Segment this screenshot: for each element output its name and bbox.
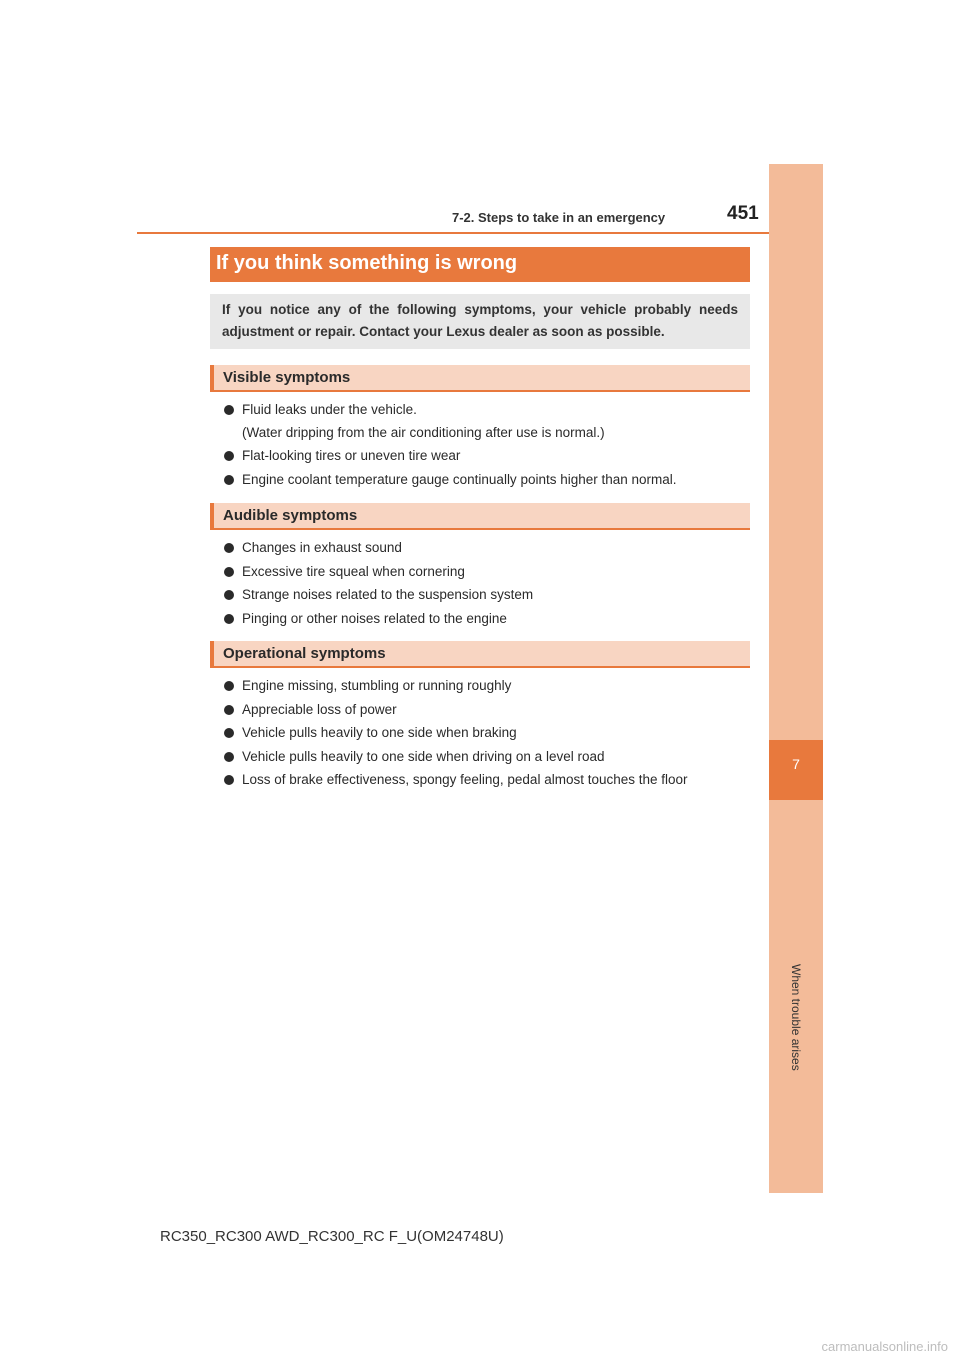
section-header-visible: Visible symptoms: [210, 365, 750, 392]
watermark: carmanualsonline.info: [821, 1339, 948, 1354]
visible-symptoms-list-cont: [222, 445, 762, 492]
page-title: If you think something is wrong: [210, 247, 750, 282]
intro-box: If you notice any of the following symptoms, your vehicle probably needs adjustment or repair. Contact your Lexus dealer as soon as possible.: [210, 294, 750, 349]
section-header-operational: Operational symptoms: [210, 641, 750, 668]
list-item: Excessive tire squeal when cornering: [222, 561, 762, 583]
page-number: 451: [727, 203, 759, 224]
list-item: Vehicle pulls heavily to one side when braking: [222, 722, 762, 744]
list-item: Vehicle pulls heavily to one side when driving on a level road: [222, 746, 762, 768]
footer-model-code: RC350_RC300 AWD_RC300_RC F_U(OM24748U): [160, 1228, 504, 1245]
header-rule: [137, 232, 823, 234]
list-item: Appreciable loss of power: [222, 699, 762, 721]
list-item: Engine missing, stumbling or running roughly: [222, 675, 762, 697]
audible-symptoms-list: [222, 537, 762, 631]
list-item: Pinging or other noises related to the engine: [222, 608, 762, 630]
list-item: Flat-looking tires or uneven tire wear: [222, 445, 762, 467]
list-item: Loss of brake effectiveness, spongy feeling, pedal almost touches the floor: [222, 769, 762, 791]
chapter-number: 7: [769, 740, 823, 800]
list-item: Changes in exhaust sound: [222, 537, 762, 559]
chapter-side-tab: [769, 164, 823, 1193]
list-item: Engine coolant temperature gauge continually points higher than normal.: [222, 469, 762, 491]
list-item: Strange noises related to the suspension system: [222, 584, 762, 606]
visible-symptoms-list: [222, 399, 762, 423]
operational-symptoms-list: [222, 675, 762, 793]
section-header-audible: Audible symptoms: [210, 503, 750, 530]
list-item-continuation: (Water dripping from the air conditioning after use is normal.): [242, 425, 605, 440]
chapter-label: When trouble arises: [789, 964, 803, 1071]
list-item: Fluid leaks under the vehicle.: [222, 399, 762, 421]
header-section-title: 7-2. Steps to take in an emergency: [452, 210, 666, 225]
